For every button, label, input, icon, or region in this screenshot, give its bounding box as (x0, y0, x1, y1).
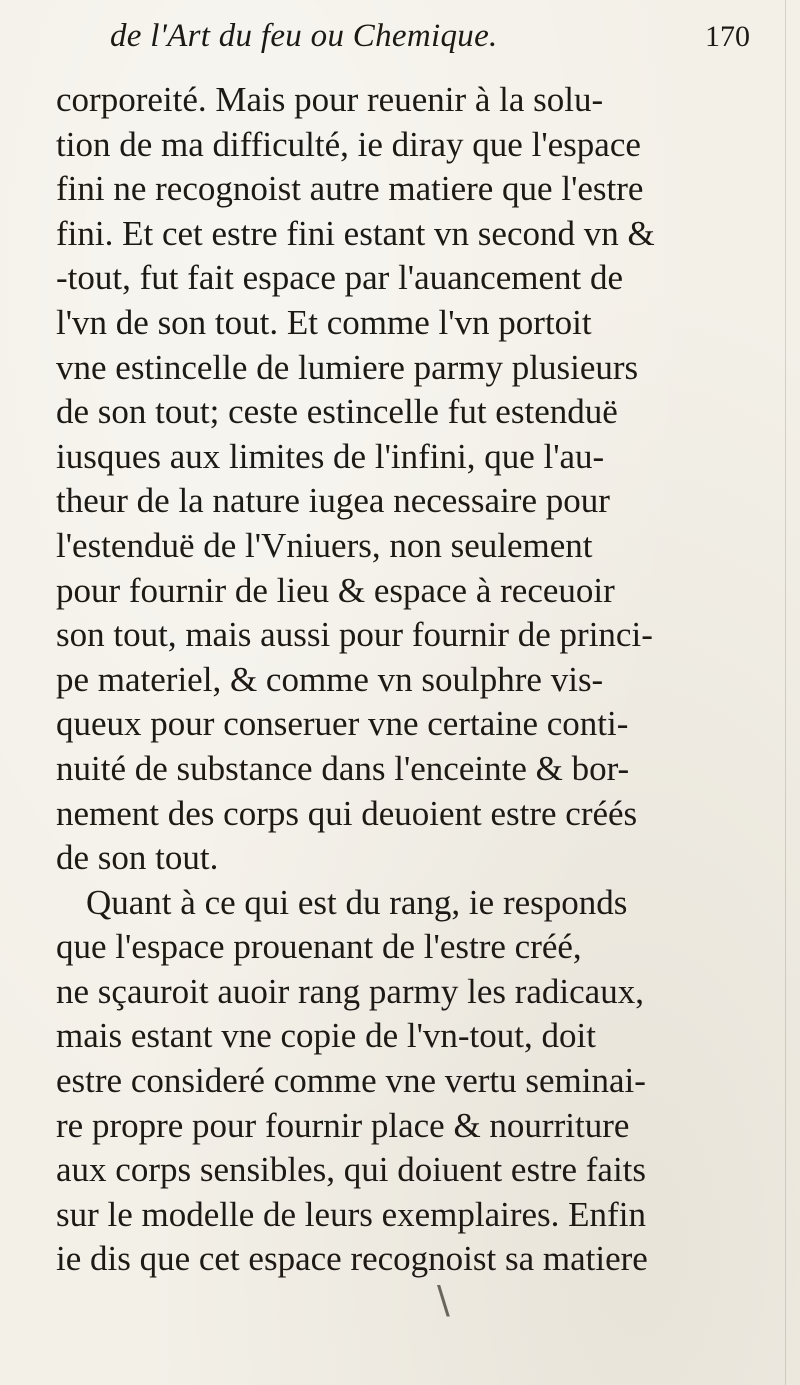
body-text (56, 78, 760, 1282)
page-number: 170 (705, 20, 750, 53)
text-line: fini. Et cet estre fini estant vn second vn & (56, 213, 655, 253)
text-line: fini ne recognoist autre matiere que l'estre (56, 169, 644, 209)
running-title: de l'Art du feu ou Chemique. (110, 18, 498, 54)
paragraph-start-line: Quant à ce qui est du rang, ie responds (86, 882, 628, 922)
text-line: theur de la nature iugea necessaire pour (56, 481, 610, 521)
text-line: mais estant vne copie de l'vn-tout, doit (56, 1016, 596, 1056)
text-line: pour fournir de lieu & espace à receuoir (56, 570, 615, 610)
text-line: re propre pour fournir place & nourriture (56, 1105, 630, 1145)
text-line: l'estenduë de l'Vniuers, non seulement (56, 525, 593, 565)
text-line: corporeité. Mais pour reuenir à la solu- (56, 80, 604, 119)
text-line: ie dis que cet espace recognoist sa matiere (56, 1239, 648, 1279)
text-line: sur le modelle de leurs exemplaires. Enfin (56, 1194, 646, 1234)
text-line: vne estincelle de lumiere parmy plusieurs (56, 347, 639, 387)
text-line: nuité de substance dans l'enceinte & bor- (56, 748, 630, 788)
footer-mark: \ (437, 1278, 450, 1322)
text-line: ne sçauroit auoir rang parmy les radicaux, (56, 971, 644, 1011)
text-line: nement des corps qui deuoient estre créés (56, 793, 638, 833)
text-line: iusques aux limites de l'infini, que l'au- (56, 436, 605, 476)
text-line: son tout, mais aussi pour fournir de princi- (56, 615, 653, 655)
text-line: tion de ma difficulté, ie diray que l'espace (56, 124, 641, 164)
page-header (110, 18, 750, 68)
text-line: estre consideré comme vne vertu seminai- (56, 1061, 646, 1101)
text-line: aux corps sensibles, qui doiuent estre faits (56, 1150, 647, 1190)
page-edge-shadow-right (785, 0, 786, 1385)
text-line: de son tout; ceste estincelle fut estenduë (56, 392, 618, 432)
text-line: -tout, fut fait espace par l'auancement de (56, 258, 624, 298)
text-line: de son tout. (56, 838, 219, 878)
text-line: pe materiel, & comme vn soulphre vis- (56, 659, 604, 699)
text-line: l'vn de son tout. Et comme l'vn portoit (56, 302, 592, 342)
text-line: queux pour conseruer vne certaine conti- (56, 704, 629, 744)
text-line: que l'espace prouenant de l'estre créé, (56, 927, 582, 967)
